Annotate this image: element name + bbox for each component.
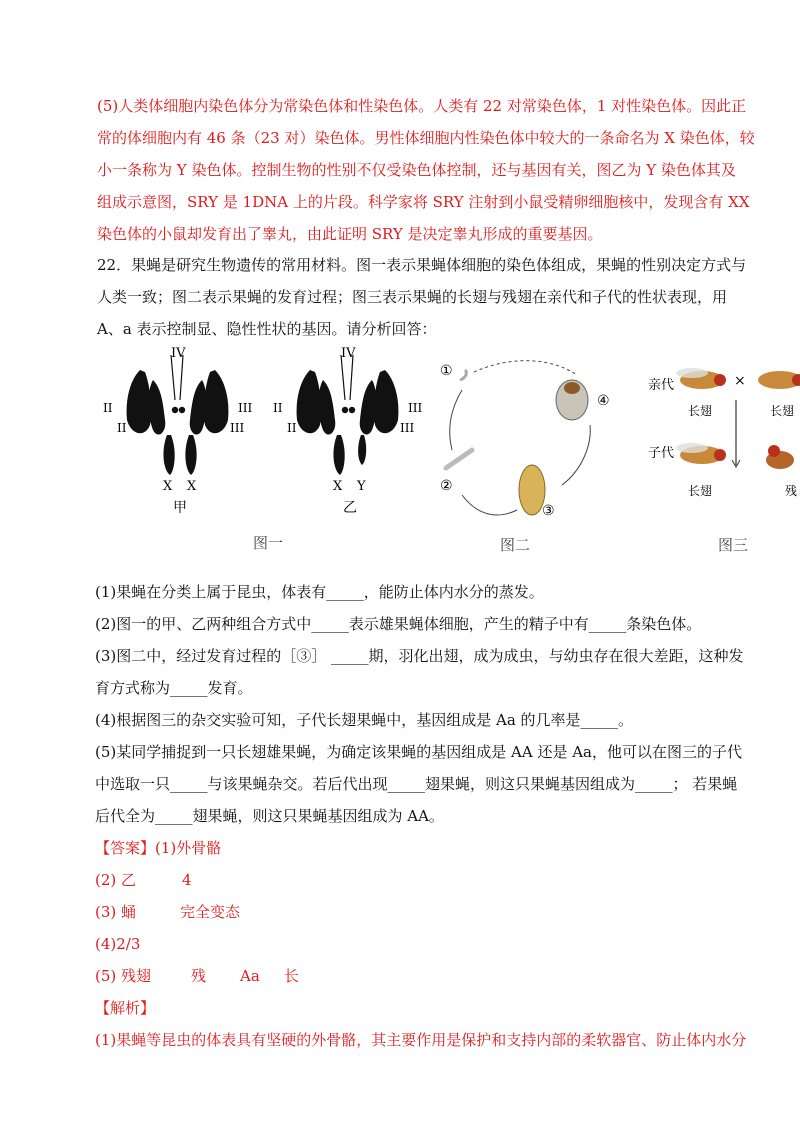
fig1-roman-ii-right-a: II bbox=[273, 401, 283, 415]
fig1-roman-iv-left: IV bbox=[171, 346, 186, 361]
fig1-left-x1: X bbox=[163, 479, 173, 494]
cross-symbol: × bbox=[734, 373, 746, 389]
parent-trait-1: 长翅 bbox=[688, 404, 713, 418]
arrow-adult-to-egg bbox=[474, 361, 577, 375]
sub-question-4: (4)根据图三的杂交实验可知，子代长翅果蝇中，基因组成是 Aa 的几率是_____。 bbox=[95, 711, 634, 729]
fig1-roman-ii-right-b: II bbox=[287, 421, 297, 435]
fly-parent-1-icon bbox=[676, 368, 726, 389]
fig1-left-x2: X bbox=[187, 479, 197, 494]
answer-3a: (3) 蛹 bbox=[95, 903, 137, 921]
answer-5d: 长 bbox=[283, 967, 299, 985]
karyotype-yi bbox=[297, 355, 399, 475]
explanation-line-5: 染色体的小鼠却发育出了睾丸，由此证明 SRY 是决定睾丸形成的重要基因。 bbox=[97, 225, 603, 243]
fly-head-icon bbox=[564, 382, 580, 394]
fig3-caption: 图三 bbox=[718, 536, 749, 554]
explanation-line-4: 组成示意图，SRY 是 1DNA 上的片段。科学家将 SRY 注射到小鼠受精卵细胞核中，发现含有 XX bbox=[97, 193, 750, 211]
fly-parent-2-icon bbox=[758, 371, 800, 389]
arrow-pupa-to-adult bbox=[562, 425, 590, 485]
fly-child-2-icon bbox=[766, 445, 794, 469]
analysis-line-1: (1)果蝇等昆虫的体表具有坚硬的外骨骼，其主要作用是保护和支持内部的柔软器官、防止体内水分 bbox=[95, 1031, 747, 1049]
child-trait-2: 残 bbox=[785, 484, 798, 498]
fig1-right-x: X bbox=[333, 479, 343, 494]
fig1-roman-ii-left-a: II bbox=[103, 401, 113, 415]
fly-child-1-icon bbox=[676, 443, 726, 464]
answer-line-5 bbox=[95, 966, 299, 986]
answer-line-4: (4)2/3 bbox=[95, 935, 141, 953]
question-line-1: 22．果蝇是研究生物遗传的常用材料。图一表示果蝇体细胞的染色体组成，果蝇的性别决定方式与 bbox=[97, 256, 747, 274]
child-trait-1: 长翅 bbox=[688, 484, 713, 498]
fig1-roman-iv-right: IV bbox=[341, 346, 356, 361]
answer-2a: (2) 乙 bbox=[95, 871, 137, 889]
fig1-roman-iii-left-a: III bbox=[238, 401, 253, 415]
sub-question-5c: 后代全为_____翅果蝇，则这只果蝇基因组成为 AA。 bbox=[95, 807, 444, 825]
arrow-larva-to-pupa bbox=[462, 495, 517, 515]
karyotype-jia bbox=[127, 355, 229, 475]
fig1-label-jia: 甲 bbox=[173, 500, 187, 516]
explanation-line-2: 常的体细胞内有 46 条（23 对）染色体。男性体细胞内性染色体中较大的一条命名为 X 染色体，较 bbox=[97, 129, 755, 147]
sub-question-3a: (3)图二中，经过发育过程的［③］ _____期，羽化出翅，成为成虫，与幼虫存在很大差距，这种发 bbox=[95, 647, 744, 665]
stage-3-label: ③ bbox=[542, 503, 555, 519]
answer-line-1 bbox=[95, 838, 221, 858]
fig1-roman-iii-left-b: III bbox=[230, 421, 245, 435]
question-line-2: 人类一致；图二表示果蝇的发育过程；图三表示果蝇的长翅与残翅在亲代和子代的性状表现，用 bbox=[97, 288, 728, 306]
larva-icon bbox=[446, 450, 472, 468]
explanation-line-3: 小一条称为 Y 染色体。控制生物的性别不仅受染色体控制，还与基因有关，图乙为 Y 染色体其及 bbox=[97, 161, 736, 179]
fig1-roman-ii-left-b: II bbox=[117, 421, 127, 435]
stage-2-label: ② bbox=[440, 478, 453, 494]
fig1-roman-iii-right-a: III bbox=[408, 401, 423, 415]
question-line-3: A、a 表示控制显、隐性性状的基因。请分析回答： bbox=[97, 320, 437, 338]
answer-3b: 完全变态 bbox=[180, 903, 241, 921]
sub-question-2: (2)图一的甲、乙两种组合方式中_____表示雄果蝇体细胞，产生的精子中有_____条染色体。 bbox=[95, 615, 702, 633]
fig1-roman-iii-right-b: III bbox=[400, 421, 415, 435]
answer-1: (1)外骨骼 bbox=[155, 839, 222, 857]
explanation-line-1: (5)人类体细胞内染色体分为常染色体和性染色体。人类有 22 对常染色体，1 对性染色体。因此正 bbox=[97, 97, 747, 115]
figure-2-life-cycle bbox=[432, 350, 632, 555]
arrow-egg-to-larva bbox=[450, 390, 462, 450]
answer-2b: 4 bbox=[182, 871, 192, 889]
analysis-label: 【解析】 bbox=[95, 999, 156, 1017]
answer-5b: 残 bbox=[191, 967, 207, 985]
answer-5c: Aa bbox=[240, 967, 260, 985]
answer-line-2 bbox=[95, 870, 192, 890]
sub-question-3b: 育方式称为_____发育。 bbox=[95, 679, 253, 697]
parent-generation-label: 亲代 bbox=[648, 378, 675, 393]
sub-question-1: (1)果蝇在分类上属于昆虫，体表有_____，能防止体内水分的蒸发。 bbox=[95, 583, 544, 601]
sub-question-5a: (5)某同学捕捉到一只长翅雄果蝇，为确定该果蝇的基因组成是 AA 还是 Aa，他可以在图三的子代 bbox=[95, 743, 742, 761]
fig1-right-y: Y bbox=[357, 479, 366, 494]
answer-5a: (5) 残翅 bbox=[95, 967, 152, 985]
fig1-caption: 图一 bbox=[253, 534, 284, 552]
answer-label: 【答案】 bbox=[95, 839, 156, 857]
offspring-generation-label: 子代 bbox=[648, 446, 675, 461]
parent-trait-2: 长翅 bbox=[770, 404, 795, 418]
fig2-caption: 图二 bbox=[500, 536, 531, 554]
sub-question-5b: 中选取一只_____与该果蝇杂交。若后代出现_____翅果蝇，则这只果蝇基因组成为_____； 若果蝇 bbox=[95, 775, 738, 793]
stage-4-label: ④ bbox=[597, 393, 610, 409]
figure-1-chromosomes bbox=[95, 340, 435, 555]
fig1-label-yi: 乙 bbox=[343, 500, 357, 516]
egg-icon bbox=[460, 370, 466, 380]
stage-1-label: ① bbox=[440, 363, 453, 379]
answer-line-3 bbox=[95, 902, 240, 922]
figure-3-cross bbox=[640, 355, 800, 555]
